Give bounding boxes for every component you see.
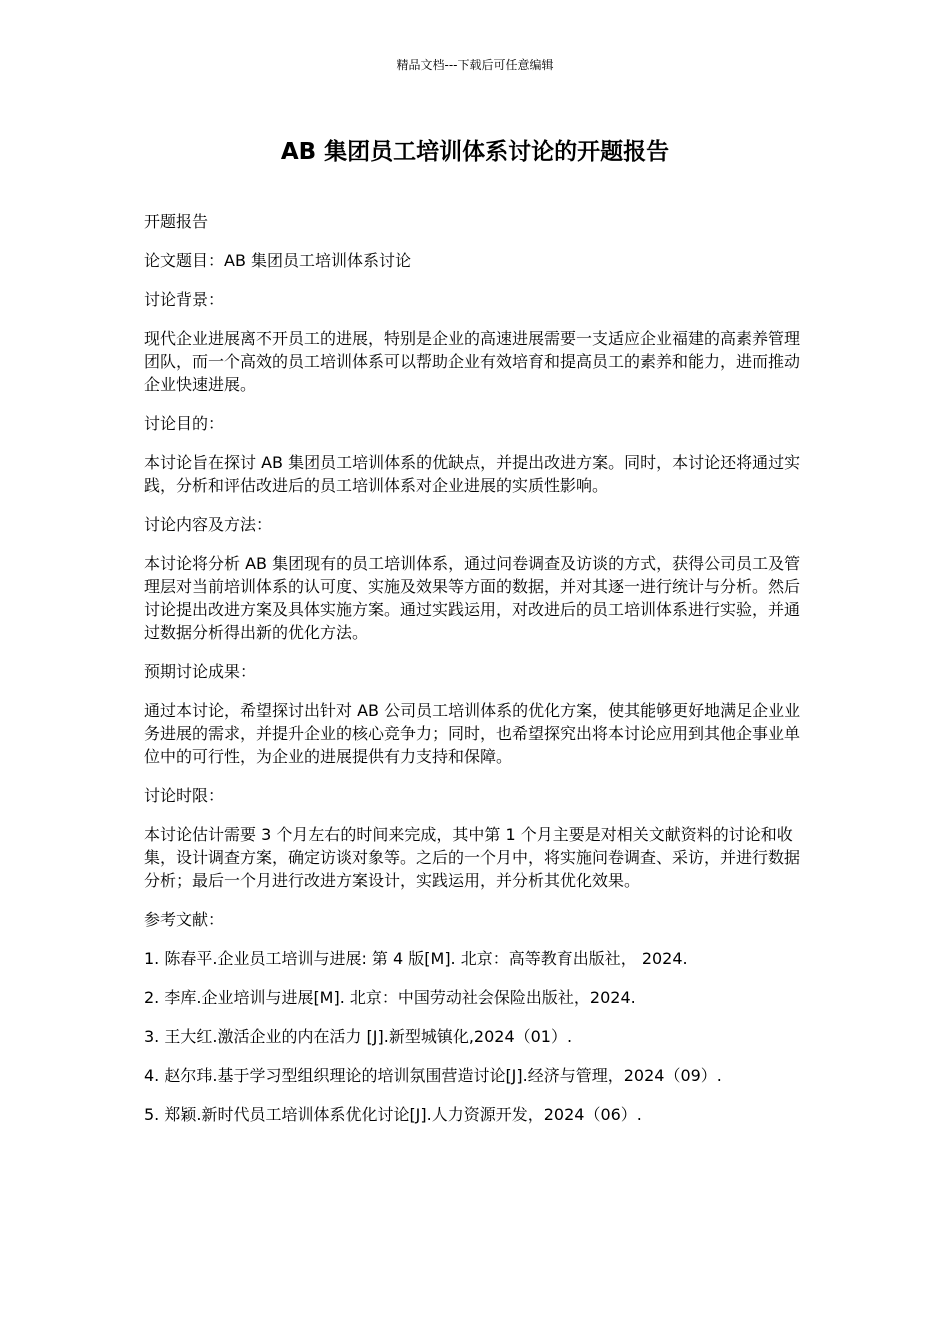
reference-item: 5. 郑颖.新时代员工培训体系优化讨论[J].人力资源开发，2024（06）. [144, 1105, 642, 1124]
background-paragraph: 现代企业进展离不开员工的进展，特别是企业的高速进展需要一支适应企业福建的高素养管理团队，而一个高效的员工培训体系可以帮助企业有效培育和提高员工的素养和能力，进而推动企业快速进展。 [144, 329, 801, 394]
method-paragraph: 本讨论将分析 AB 集团现有的员工培训体系，通过问卷调查及访谈的方式，获得公司员工及管理层对当前培训体系的认可度、实施及效果等方面的数据，并对其逐一进行统计与分析。然后讨论提出改进方案及具体实施方案。通过实践运用，对改进后的员工培训体系进行实验，并通过数据分析得出新的优化方法。 [144, 554, 801, 642]
timeline-paragraph: 本讨论估计需要 3 个月左右的时间来完成，其中第 1 个月主要是对相关文献资料的讨论和收集，设计调查方案，确定访谈对象等。之后的一个月中，将实施问卷调查、采访，并进行数据分析；最后一个月进行改进方案设计，实践运用，并分析其优化效果。 [144, 825, 801, 890]
document-body [144, 210, 806, 1142]
purpose-heading: 讨论目的： [144, 414, 225, 433]
method-heading: 讨论内容及方法： [144, 515, 273, 534]
reference-item: 1. 陈春平.企业员工培训与进展: 第 4 版[M]. 北京：高等教育出版社， 2024. [144, 949, 688, 968]
reference-list [144, 947, 806, 1126]
background-heading: 讨论背景： [144, 290, 225, 309]
timeline-heading: 讨论时限： [144, 786, 225, 805]
references-heading: 参考文献： [144, 910, 225, 929]
reference-item: 2. 李库.企业培训与进展[M]. 北京：中国劳动社会保险出版社，2024. [144, 988, 636, 1007]
thesis-topic: 论文题目：AB 集团员工培训体系讨论 [144, 251, 412, 270]
page-header-note: 精品文档---下载后可任意编辑 [396, 58, 554, 72]
reference-item: 3. 王大红.激活企业的内在活力 [J].新型城镇化,2024（01）. [144, 1027, 573, 1046]
outcome-heading: 预期讨论成果： [144, 662, 257, 681]
document-title: AB 集团员工培训体系讨论的开题报告 [280, 139, 670, 165]
report-label: 开题报告 [144, 212, 209, 231]
purpose-paragraph: 本讨论旨在探讨 AB 集团员工培训体系的优缺点，并提出改进方案。同时，本讨论还将通过实践，分析和评估改进后的员工培训体系对企业进展的实质性影响。 [144, 453, 801, 495]
outcome-paragraph: 通过本讨论，希望探讨出针对 AB 公司员工培训体系的优化方案，使其能够更好地满足企业业务进展的需求，并提升企业的核心竞争力；同时，也希望探究出将本讨论应用到其他企事业单位中的可行性，为企业的进展提供有力支持和保障。 [144, 701, 801, 766]
reference-item: 4. 赵尔玮.基于学习型组织理论的培训氛围营造讨论[J].经济与管理，2024（09）. [144, 1066, 722, 1085]
